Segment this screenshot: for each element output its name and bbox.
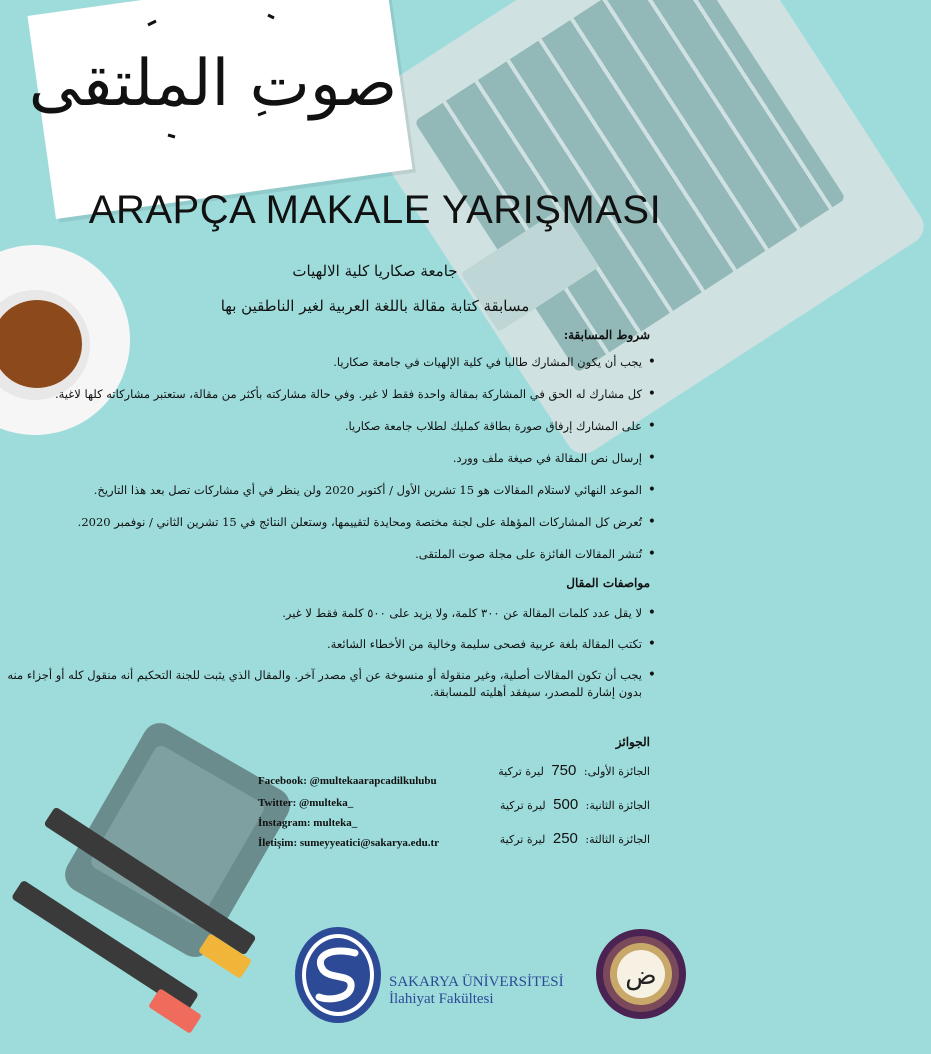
faculty-name: İlahiyat Fakültesi [389,991,494,1007]
contact-email: İletişim: sumeyyeatici@sakarya.edu.tr [258,837,440,849]
specs-list [6,605,656,715]
prize-currency: ليرة تركية [500,799,546,812]
contact-facebook: Facebook: @multekaarapcadilkulubu [258,775,437,787]
prize-currency: ليرة تركية [499,833,546,846]
svg-text:صوت الملتقى: صوت الملتقى [28,47,398,121]
list-item: • تكتب المقالة بلغة عربية فصحى سليمة وخالية من الأخطاء الشائعة. [6,636,656,653]
list-item: • على المشارك إرفاق صورة بطاقة كمليك لطلاب جامعة صكاريا. [6,418,656,450]
list-item: • لا يقل عدد كلمات المقالة عن ٣٠٠ كلمة، ولا يزيد على ٥٠٠ كلمة فقط لا غير. [6,605,656,622]
list-item: • الموعد النهائي لاستلام المقالات هو 15 تشرين الأول / أكتوبر 2020 ولن ينظر في أي مشاركات تصل بعد هذا التاريخ. [6,482,656,514]
prize-currency: ليرة تركية [498,765,544,778]
sakarya-university-logo [293,925,383,1025]
arabic-club-logo [595,928,687,1020]
conditions-heading: شروط المسابقة: [563,328,650,342]
list-item: • تُعرض كل المشاركات المؤهلة على لجنة مختصة ومحايدة لتقييمها، وستعلن النتائج في 15 تشرين الثاني / نوفمبر 2020. [6,514,656,546]
svg-text:ض: ض [625,961,657,991]
prize-first [410,762,650,779]
prize-amount: 750 [551,762,577,779]
conditions-list [6,354,656,578]
specs-heading: مواصفات المقال [566,576,650,590]
prize-label: الجائزة الثالثة: [585,833,650,846]
page-title: ARAPÇA MAKALE YARIŞMASI [88,188,662,232]
competition-subtitle: مسابقة كتابة مقالة باللغة العربية لغير الناطقين بها [220,297,530,315]
sawt-al-multaqa-calligraphy-logo [28,0,398,160]
prize-second [410,796,650,813]
university-name: SAKARYA ÜNİVERSİTESİ [389,974,564,990]
prize-label: الجائزة الثانية: [585,799,650,812]
list-item: • يجب أن يكون المشارك طالبا في كلية الإلهيات في جامعة صكاريا. [6,354,656,386]
contact-instagram: İnstagram: multeka_ [258,817,358,829]
list-item: • كل مشارك له الحق في المشاركة بمقالة واحدة فقط لا غير. وفي حالة مشاركته بأكثر من مقالة، ستعتبر مشاركاته كلها لاغية. [6,386,656,418]
university-subtitle: جامعة صكاريا كلية الالهيات [292,262,458,280]
list-item: • يجب أن تكون المقالات أصلية، وغير منقولة أو منسوخة عن أي مصدر آخر. والمقال الذي يثبت للجنة التحكيم أنه منقول كله أو أجزاء منه بدون إشارة للمصدر، سيفقد أهليته للمسابقة. [6,667,656,701]
list-item: • إرسال نص المقالة في صيغة ملف وورد. [6,450,656,482]
prize-label: الجائزة الأولى: [583,765,650,778]
list-item: • تُنشر المقالات الفائزة على مجلة صوت الملتقى. [6,546,656,578]
prizes-heading: الجوائز [615,735,650,749]
prize-amount: 500 [553,796,579,813]
prize-third [410,830,650,847]
contact-twitter: Twitter: @multeka_ [258,797,354,809]
prize-amount: 250 [552,830,578,847]
